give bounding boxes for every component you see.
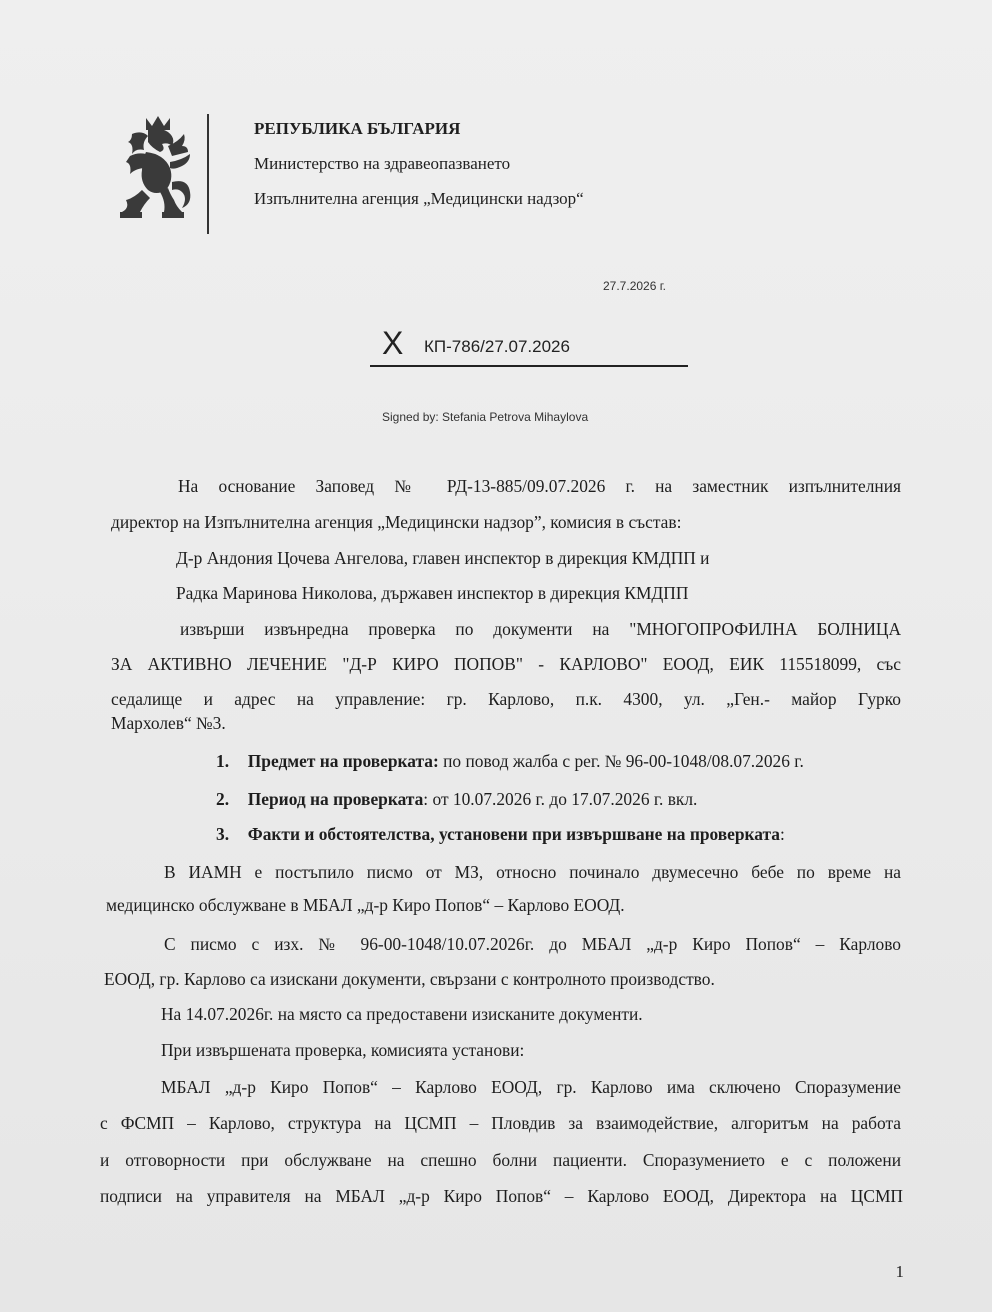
paragraph-1-line-2: медицинско обслужване в МБАЛ „д-р Киро Попов“ – Карлово ЕООД.: [106, 895, 625, 915]
commission-member-2: Радка Маринова Николова, държавен инспектор в дирекция КМДПП: [176, 583, 689, 603]
item-2-label: Период на проверката: [247, 789, 424, 809]
check-line-1: извърши извънредна проверка по документи на "МНОГОПРОФИЛНА БОЛНИЦА: [180, 619, 901, 639]
item-2: [216, 789, 697, 809]
item-3-number: 3.: [216, 824, 230, 844]
check-line-2: ЗА АКТИВНО ЛЕЧЕНИЕ "Д-Р КИРО ПОПОВ" - КАРЛОВО" ЕООД, ЕИК 115518099, със: [111, 654, 901, 674]
signed-by: Signed by: Stefania Petrova Mihaylova: [382, 410, 589, 424]
item-3: [216, 824, 785, 844]
paragraph-2-line-1: С писмо с изх. № 96-00-1048/10.07.2026г. до МБАЛ „д-р Киро Попов“ – Карлово: [164, 934, 901, 954]
signature-line: [370, 365, 688, 367]
page-number: 1: [895, 1262, 904, 1281]
paragraph-5-line-1: МБАЛ „д-р Киро Попов“ – Карлово ЕООД, гр. Карлово има сключено Споразумение: [161, 1077, 901, 1097]
country-name: РЕПУБЛИКА БЪЛГАРИЯ: [254, 119, 461, 138]
paragraph-5-line-3: и отговорности при обслужване на спешно болни пациенти. Споразумението е с положени: [100, 1150, 901, 1170]
header-divider: [207, 114, 209, 234]
item-1-number: 1.: [216, 751, 230, 771]
document-date: 27.7.2026 г.: [603, 279, 666, 293]
item-2-number: 2.: [216, 789, 230, 809]
check-line-3: седалище и адрес на управление: гр. Карлово, п.к. 4300, ул. „Ген.- майор Гурко: [111, 689, 901, 709]
ministry-name: Министерство на здравеопазването: [254, 154, 511, 173]
check-line-4: Мархолев“ №3.: [111, 713, 226, 733]
paragraph-2-line-2: ЕООД, гр. Карлово са изискани документи, свързани с контролното производство.: [104, 969, 715, 989]
item-3-label: Факти и обстоятелства, установени при извършване на проверката: [247, 824, 781, 844]
signature-mark: X: [382, 325, 404, 361]
paragraph-5-line-4: подписи на управителя на МБАЛ „д-р Киро Попов“ – Карлово ЕООД, Директора на ЦСМП: [100, 1186, 903, 1206]
item-1-text: по повод жалба с рег. № 96-00-1048/08.07.2026 г.: [438, 751, 804, 771]
commission-member-1: Д-р Андония Цочева Ангелова, главен инспектор в дирекция КМДПП и: [176, 548, 710, 568]
registration-number: КП-786/27.07.2026: [424, 337, 570, 356]
item-2-text: : от 10.07.2026 г. до 17.07.2026 г. вкл.: [423, 789, 698, 809]
item-3-text: :: [780, 824, 785, 844]
item-1: [216, 751, 804, 771]
paragraph-4: При извършената проверка, комисията установи:: [161, 1040, 525, 1060]
paragraph-1-line-1: В ИАМН е постъпило писмо от МЗ, относно починало двумесечно бебе по време на: [164, 862, 901, 882]
paragraph-3: На 14.07.2026г. на място са предоставени изисканите документи.: [161, 1004, 643, 1024]
intro-line-1: На основание Заповед № РД-13-885/09.07.2026 г. на заместник изпълнителния: [178, 476, 901, 496]
paragraph-5-line-2: с ФСМП – Карлово, структура на ЦСМП – Пловдив за взаимодействие, алгоритъм на работа: [100, 1113, 901, 1133]
agency-name: Изпълнителна агенция „Медицински надзор“: [254, 189, 584, 208]
item-1-label: Предмет на проверката:: [247, 751, 439, 771]
intro-line-2: директор на Изпълнителна агенция „Медицински надзор”, комисия в състав:: [111, 512, 682, 532]
coat-of-arms-emblem: [112, 112, 200, 226]
